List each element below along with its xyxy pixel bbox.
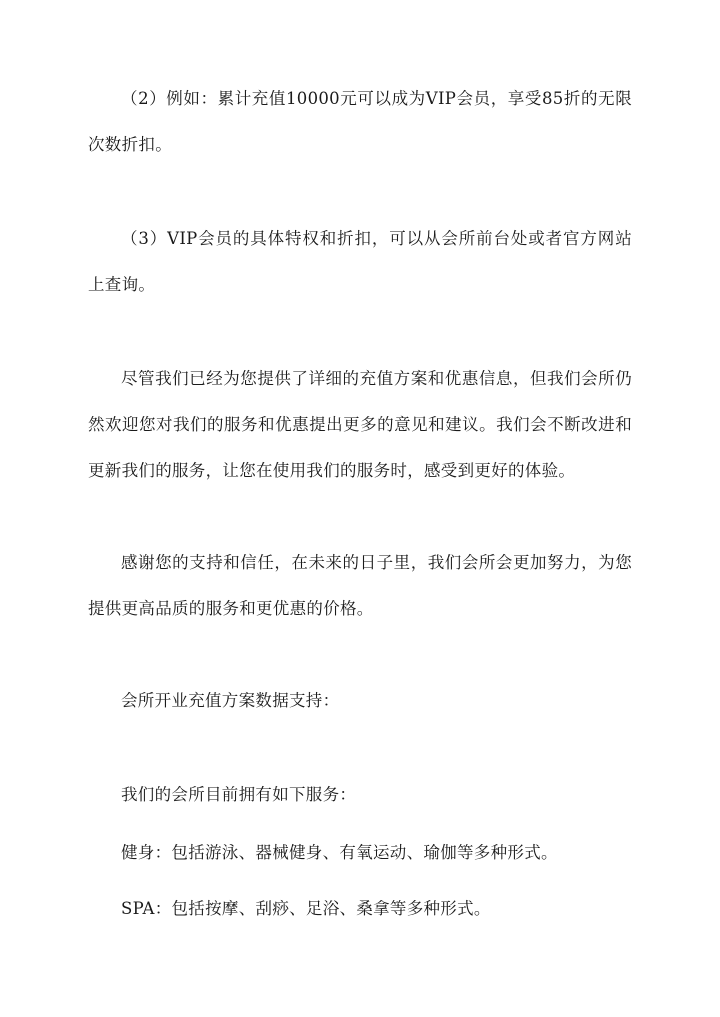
paragraph-spa-service: SPA：包括按摩、刮痧、足浴、桑拿等多种形式。 — [121, 899, 491, 918]
paragraph-fitness-service: 健身：包括游泳、器械健身、有氧运动、瑜伽等多种形式。 — [121, 843, 558, 862]
paragraph-thanks: 感谢您的支持和信任，在未来的日子里，我们会所会更加努力，为您提供更高品质的服务和更优惠的价格。 — [88, 553, 632, 618]
paragraph-services-intro: 我们的会所目前拥有如下服务： — [121, 785, 357, 804]
paragraph-vip-privileges: （3）VIP会员的具体特权和折扣，可以从会所前台处或者官方网站上查询。 — [88, 229, 632, 294]
paragraph-feedback: 尽管我们已经为您提供了详细的充值方案和优惠信息，但我们会所仍然欢迎您对我们的服务和优惠提出更多的意见和建议。我们会不断改进和更新我们的服务，让您在使用我们的服务时，感受到更好的体验。 — [88, 369, 632, 480]
paragraph-data-support-heading: 会所开业充值方案数据支持： — [121, 691, 340, 710]
paragraph-vip-example: （2）例如：累计充值10000元可以成为VIP会员，享受85折的无限次数折扣。 — [88, 89, 632, 154]
